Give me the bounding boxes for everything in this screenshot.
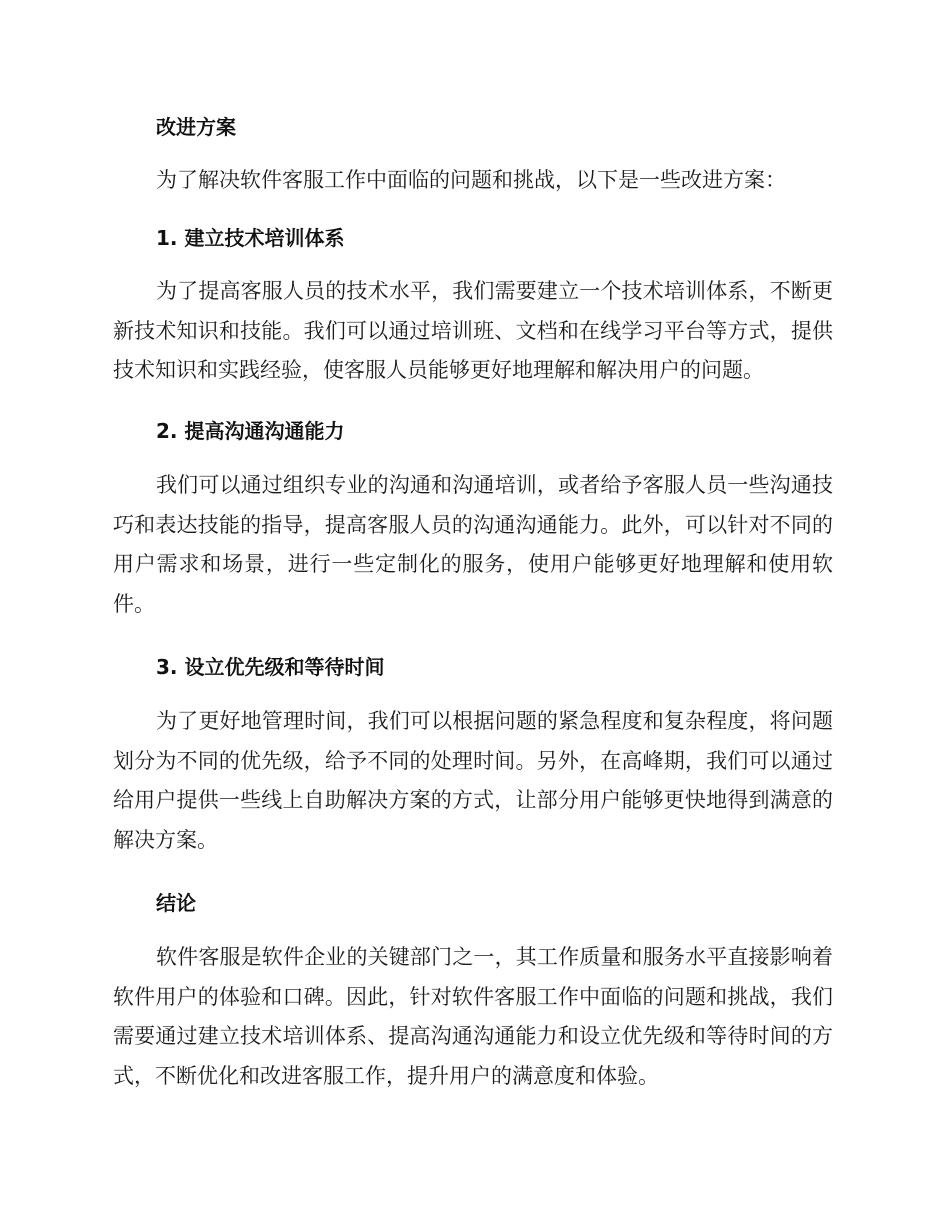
section-heading-priority: 3. 设立优先级和等待时间 — [156, 655, 385, 679]
section-paragraph-technical-training: 为了提高客服人员的技术水平，我们需要建立一个技术培训体系，不断更新技术知识和技能。我们可以通过培训班、文档和在线学习平台等方式，提供技术知识和实践经验，使客服人员能够更好地理解和解决用户的问题。 — [113, 279, 833, 382]
section-paragraph-improvement-plan: 为了解决软件客服工作中面临的问题和挑战，以下是一些改进方案： — [156, 168, 786, 192]
section-paragraph-communication: 我们可以通过组织专业的沟通和沟通培训，或者给予客服人员一些沟通技巧和表达技能的指导，提高客服人员的沟通沟通能力。此外，可以针对不同的用户需求和场景，进行一些定制化的服务，使用户能够更好地理解和使用软件。 — [113, 473, 833, 616]
section-heading-technical-training: 1. 建立技术培训体系 — [156, 226, 345, 250]
section-heading-conclusion: 结论 — [156, 891, 196, 915]
section-heading-improvement-plan: 改进方案 — [156, 115, 236, 139]
section-heading-communication: 2. 提高沟通沟通能力 — [156, 419, 345, 443]
section-paragraph-priority: 为了更好地管理时间，我们可以根据问题的紧急程度和复杂程度，将问题划分为不同的优先级，给予不同的处理时间。另外，在高峰期，我们可以通过给用户提供一些线上自助解决方案的方式，让部分用户能够更快地得到满意的解决方案。 — [113, 709, 833, 852]
section-paragraph-conclusion: 软件客服是软件企业的关键部门之一，其工作质量和服务水平直接影响着软件用户的体验和口碑。因此，针对软件客服工作中面临的问题和挑战，我们需要通过建立技术培训体系、提高沟通沟通能力和设立优先级和等待时间的方式，不断优化和改进客服工作，提升用户的满意度和体验。 — [113, 945, 833, 1088]
